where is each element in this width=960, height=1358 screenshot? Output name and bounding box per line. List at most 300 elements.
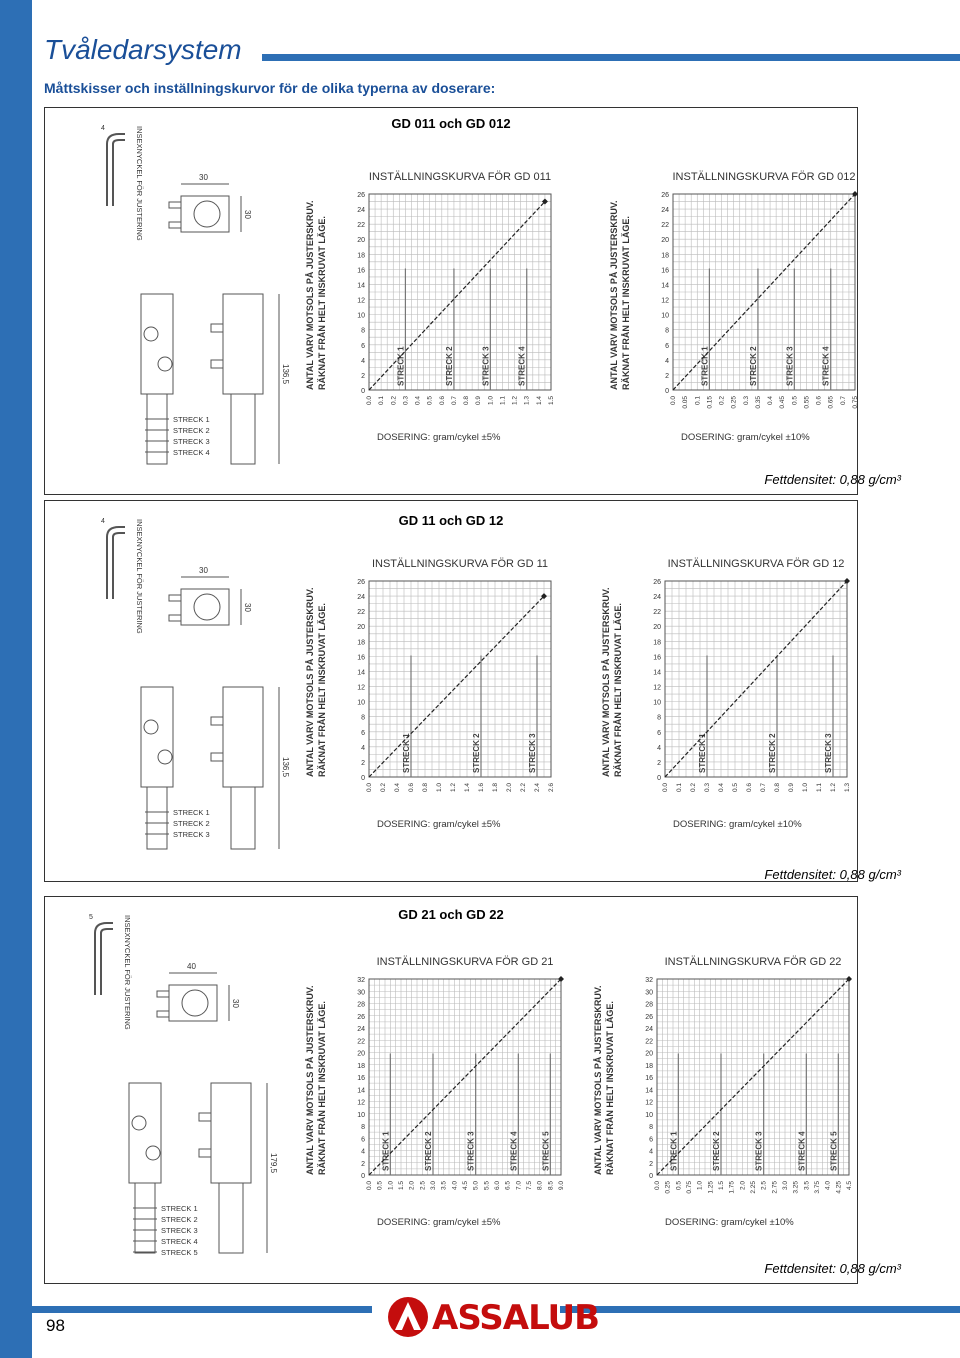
x-tick-label: 9.0 xyxy=(558,1181,565,1191)
y-tick-label: 16 xyxy=(357,267,365,275)
x-tick-label: 0.7 xyxy=(839,396,847,406)
y-tick-label: 0 xyxy=(361,388,365,395)
x-tick-label: 1.2 xyxy=(830,783,837,793)
x-tick-label: 3.0 xyxy=(782,1181,789,1191)
x-tick-label: 0.6 xyxy=(746,783,753,793)
y-tick-label: 8 xyxy=(361,327,365,335)
y-tick-label: 12 xyxy=(661,297,669,305)
streck-label: STRECK 1 xyxy=(669,1131,679,1171)
x-tick-label: 0.6 xyxy=(408,783,415,793)
x-tick-label: 0.7 xyxy=(760,783,767,793)
x-tick-label: 0.65 xyxy=(827,396,835,409)
y-tick-label: 6 xyxy=(649,1136,653,1144)
x-tick-label: 1.5 xyxy=(548,396,555,406)
x-axis-label: DOSERING: gram/cykel ±10% xyxy=(665,1217,794,1228)
y-tick-label: 2 xyxy=(361,759,365,767)
x-tick-label: 1.25 xyxy=(707,1181,715,1194)
y-tick-label: 20 xyxy=(653,624,661,632)
y-tick-label: 6 xyxy=(361,342,365,350)
logo-wordmark: ASSALUB xyxy=(432,1298,600,1338)
x-axis-label: DOSERING: gram/cykel ±5% xyxy=(377,432,501,443)
x-tick-label: 5.5 xyxy=(483,1181,491,1191)
top-view-pin xyxy=(169,202,181,208)
x-tick-label: 7.0 xyxy=(515,1181,523,1191)
y-axis-label: RÄKNAT FRÅN HELT INSKRUVAT LÄGE. xyxy=(317,1001,327,1175)
x-tick-label: 6.5 xyxy=(504,1181,512,1191)
y-tick-label: 18 xyxy=(357,639,365,647)
density-note: Fettdensitet: 0,88 g/cm³ xyxy=(764,1261,901,1276)
streck-label: STRECK 5 xyxy=(161,1248,198,1257)
y-tick-label: 16 xyxy=(653,654,661,662)
side-view-body xyxy=(223,687,263,787)
x-tick-label: 4.5 xyxy=(846,1181,853,1191)
streck-label: STRECK 2 xyxy=(472,733,481,773)
y-tick-label: 24 xyxy=(357,594,365,602)
y-tick-label: 14 xyxy=(645,1087,653,1095)
y-tick-label: 22 xyxy=(357,1038,365,1046)
x-axis-label: DOSERING: gram/cykel ±5% xyxy=(377,819,501,830)
x-tick-label: 0.4 xyxy=(718,783,725,793)
y-tick-label: 8 xyxy=(361,714,365,722)
y-tick-label: 22 xyxy=(357,222,365,230)
dosing-tube xyxy=(135,1183,155,1253)
x-tick-label: 0.8 xyxy=(774,783,781,793)
streck-label: STRECK 1 xyxy=(173,808,210,817)
y-tick-label: 20 xyxy=(357,1050,365,1058)
dosing-tube xyxy=(231,394,255,464)
y-axis-label: RÄKNAT FRÅN HELT INSKRUVAT LÄGE. xyxy=(317,216,327,390)
x-tick-label: 2.5 xyxy=(760,1181,768,1191)
streck-label: STRECK 1 xyxy=(381,1131,391,1171)
streck-label: STRECK 3 xyxy=(466,1131,476,1171)
y-tick-label: 6 xyxy=(665,342,669,350)
side-pin xyxy=(199,1149,211,1157)
y-tick-label: 18 xyxy=(653,639,661,647)
x-tick-label: 1.1 xyxy=(816,783,823,793)
y-tick-label: 2 xyxy=(361,1160,365,1168)
x-tick-label: 5.0 xyxy=(472,1181,480,1191)
y-axis-label: ANTAL VARV MOTSOLS PÅ JUSTERSKRUV. xyxy=(593,985,603,1175)
port-circle xyxy=(158,750,172,764)
setting-chart xyxy=(301,553,563,853)
x-tick-label: 0.15 xyxy=(706,396,714,409)
x-tick-label: 1.75 xyxy=(728,1181,736,1194)
y-tick-label: 2 xyxy=(649,1160,653,1168)
y-tick-label: 6 xyxy=(361,729,365,737)
height-dimension: 30 xyxy=(231,999,240,1008)
side-view-body xyxy=(211,1083,251,1183)
x-tick-label: 0.2 xyxy=(380,783,387,793)
streck-label: STRECK 2 xyxy=(712,1131,721,1171)
section-title: GD 21 och GD 22 xyxy=(398,907,504,922)
x-tick-label: 0.3 xyxy=(402,396,410,406)
height-dimension: 30 xyxy=(243,603,252,612)
page-title: Tvåledarsystem xyxy=(44,34,242,65)
side-pin xyxy=(211,753,223,761)
x-tick-label: 0.2 xyxy=(390,396,398,406)
side-view-body xyxy=(223,294,263,394)
y-axis-label: ANTAL VARV MOTSOLS PÅ JUSTERSKRUV. xyxy=(601,587,611,777)
x-tick-label: 3.5 xyxy=(440,1181,448,1191)
key-dimension: 4 xyxy=(101,518,105,525)
x-tick-label: 0.0 xyxy=(366,396,373,406)
y-tick-label: 16 xyxy=(357,654,365,662)
chart-title: INSTÄLLNINGSKURVA FÖR GD 12 xyxy=(667,558,845,570)
x-tick-label: 2.2 xyxy=(520,783,527,793)
streck-label: STRECK 3 xyxy=(481,346,491,386)
x-tick-label: 0.4 xyxy=(767,396,775,406)
streck-label: STRECK 2 xyxy=(173,819,210,828)
x-tick-label: 3.25 xyxy=(792,1181,800,1194)
y-tick-label: 0 xyxy=(649,1173,653,1180)
section-panel-3 xyxy=(44,896,901,1284)
y-tick-label: 22 xyxy=(357,609,365,617)
x-tick-label: 0.4 xyxy=(414,396,422,406)
side-pin xyxy=(211,324,223,332)
x-tick-label: 1.0 xyxy=(387,1181,395,1191)
front-view-body xyxy=(141,294,173,394)
page-subtitle: Måttskisser och inställningskurvor för de olika typerna av doserare: xyxy=(44,80,496,96)
streck-label: STRECK 1 xyxy=(396,346,406,386)
side-pin xyxy=(211,717,223,725)
x-tick-label: 0.45 xyxy=(779,396,787,409)
x-tick-label: 0.5 xyxy=(675,1181,683,1191)
title-rule xyxy=(262,54,960,61)
x-tick-label: 0.05 xyxy=(682,396,690,409)
key-label: INSEXNYCKEL FÖR JUSTERING xyxy=(135,519,144,634)
x-tick-label: 1.0 xyxy=(436,783,443,793)
y-axis-label: RÄKNAT FRÅN HELT INSKRUVAT LÄGE. xyxy=(317,603,327,777)
y-tick-label: 26 xyxy=(357,1013,365,1021)
x-tick-label: 1.8 xyxy=(492,783,499,793)
y-tick-label: 10 xyxy=(645,1111,653,1119)
key-label: INSEXNYCKEL FÖR JUSTERING xyxy=(123,915,132,1030)
y-tick-label: 16 xyxy=(661,267,669,275)
streck-label: STRECK 2 xyxy=(748,346,758,386)
top-view-port xyxy=(194,594,220,620)
section-panel-2 xyxy=(44,500,901,882)
streck-label: STRECK 4 xyxy=(161,1237,198,1246)
x-tick-label: 3.75 xyxy=(814,1181,821,1194)
dimension-drawing xyxy=(73,903,303,1283)
y-tick-label: 12 xyxy=(357,1099,365,1107)
x-tick-label: 2.0 xyxy=(739,1181,747,1191)
top-view-port xyxy=(182,990,208,1016)
front-view-body xyxy=(141,687,173,787)
y-tick-label: 22 xyxy=(661,222,669,230)
y-tick-label: 6 xyxy=(657,729,661,737)
streck-label: STRECK 5 xyxy=(541,1131,551,1171)
chart-title: INSTÄLLNINGSKURVA FÖR GD 11 xyxy=(371,558,549,570)
x-tick-label: 1.5 xyxy=(718,1181,725,1191)
x-tick-label: 0.35 xyxy=(754,396,762,409)
x-axis-label: DOSERING: gram/cykel ±5% xyxy=(377,1217,501,1228)
y-tick-label: 18 xyxy=(357,1062,365,1070)
y-tick-label: 8 xyxy=(649,1124,653,1131)
x-tick-label: 0.4 xyxy=(394,783,401,793)
y-tick-label: 18 xyxy=(645,1062,653,1070)
y-tick-label: 20 xyxy=(645,1050,653,1058)
key-dimension: 4 xyxy=(101,125,105,132)
y-tick-label: 24 xyxy=(653,594,661,602)
y-tick-label: 16 xyxy=(645,1075,653,1082)
setting-chart xyxy=(301,951,573,1251)
y-axis-label: RÄKNAT FRÅN HELT INSKRUVAT LÄGE. xyxy=(605,1001,615,1175)
setting-chart xyxy=(589,951,861,1251)
hex-key-icon xyxy=(107,527,125,599)
chart-title: INSTÄLLNINGSKURVA FÖR GD 011 xyxy=(368,171,552,183)
port-circle xyxy=(146,1146,160,1160)
y-axis-label: ANTAL VARV MOTSOLS PÅ JUSTERSKRUV. xyxy=(305,200,315,390)
y-tick-label: 12 xyxy=(645,1099,653,1107)
x-tick-label: 4.5 xyxy=(462,1181,469,1191)
x-tick-label: 8.0 xyxy=(536,1181,544,1191)
x-tick-label: 0.6 xyxy=(438,396,446,406)
dimension-drawing xyxy=(85,507,315,879)
streck-label: STRECK 4 xyxy=(821,346,831,386)
hex-key-icon xyxy=(107,134,125,206)
x-tick-label: 1.0 xyxy=(487,396,495,406)
top-view-pin xyxy=(157,1011,169,1017)
length-dimension: 136,5 xyxy=(281,364,290,385)
y-tick-label: 26 xyxy=(357,192,365,199)
x-tick-label: 2.4 xyxy=(534,783,541,793)
front-view-body xyxy=(129,1083,161,1183)
y-tick-label: 16 xyxy=(357,1075,365,1082)
density-note: Fettdensitet: 0,88 g/cm³ xyxy=(764,472,901,487)
y-tick-label: 8 xyxy=(665,327,669,335)
y-tick-label: 6 xyxy=(361,1136,365,1144)
x-tick-label: 0.5 xyxy=(732,783,739,793)
x-tick-label: 1.1 xyxy=(499,396,507,406)
y-tick-label: 4 xyxy=(649,1148,653,1156)
y-axis-label: ANTAL VARV MOTSOLS PÅ JUSTERSKRUV. xyxy=(609,200,619,390)
hex-key-icon xyxy=(95,923,113,995)
x-tick-label: 0.0 xyxy=(670,396,677,406)
streck-label: STRECK 4 xyxy=(509,1131,519,1171)
left-accent-bar xyxy=(0,0,32,1358)
y-tick-label: 22 xyxy=(653,609,661,617)
x-tick-label: 1.2 xyxy=(511,396,519,406)
streck-label: STRECK 1 xyxy=(161,1204,198,1213)
x-tick-label: 0.55 xyxy=(803,396,811,409)
y-tick-label: 14 xyxy=(661,282,669,290)
streck-label: STRECK 4 xyxy=(797,1131,807,1171)
x-tick-label: 2.6 xyxy=(548,783,555,793)
x-tick-label: 0.5 xyxy=(791,396,799,406)
section-title: GD 011 och GD 012 xyxy=(391,116,511,131)
y-tick-label: 22 xyxy=(645,1038,653,1046)
y-tick-label: 4 xyxy=(361,1148,365,1156)
x-tick-label: 1.3 xyxy=(523,396,531,406)
y-tick-label: 20 xyxy=(357,624,365,632)
y-tick-label: 26 xyxy=(653,579,661,586)
y-tick-label: 28 xyxy=(645,1001,653,1009)
y-tick-label: 18 xyxy=(661,252,669,260)
streck-label: STRECK 4 xyxy=(517,346,527,386)
chart-title: INSTÄLLNINGSKURVA FÖR GD 21 xyxy=(376,956,554,968)
streck-label: STRECK 3 xyxy=(161,1226,198,1235)
x-tick-label: 0.1 xyxy=(694,396,702,406)
top-view-pin xyxy=(157,991,169,997)
y-tick-label: 20 xyxy=(357,237,365,245)
y-tick-label: 0 xyxy=(361,1173,365,1180)
length-dimension: 136,5 xyxy=(281,757,290,778)
y-tick-label: 14 xyxy=(653,669,661,677)
top-view-pin xyxy=(169,595,181,601)
density-note: Fettdensitet: 0,88 g/cm³ xyxy=(764,867,901,882)
side-pin xyxy=(199,1113,211,1121)
y-tick-label: 2 xyxy=(361,372,365,380)
x-tick-label: 0.1 xyxy=(676,783,683,793)
x-tick-label: 0.9 xyxy=(475,396,483,406)
streck-label: STRECK 1 xyxy=(173,415,210,424)
x-tick-label: 0.3 xyxy=(742,396,750,406)
streck-label: STRECK 3 xyxy=(173,437,210,446)
x-tick-label: 1.6 xyxy=(478,783,485,793)
setting-chart xyxy=(301,166,563,466)
x-tick-label: 0.5 xyxy=(426,396,434,406)
y-tick-label: 0 xyxy=(361,775,365,782)
x-tick-label: 0.9 xyxy=(788,783,795,793)
y-tick-label: 18 xyxy=(357,252,365,260)
x-tick-label: 0.8 xyxy=(463,396,471,406)
streck-label: STRECK 1 xyxy=(700,346,710,386)
y-tick-label: 0 xyxy=(665,388,669,395)
y-tick-label: 30 xyxy=(645,989,653,997)
y-tick-label: 10 xyxy=(357,1111,365,1119)
x-tick-label: 1.4 xyxy=(535,396,543,406)
x-tick-label: 0.0 xyxy=(654,1181,661,1191)
y-tick-label: 10 xyxy=(357,699,365,707)
top-view-pin xyxy=(169,222,181,228)
dosing-tube xyxy=(147,787,167,849)
streck-label: STRECK 3 xyxy=(528,733,537,773)
x-tick-label: 0.8 xyxy=(422,783,429,793)
x-tick-label: 0.1 xyxy=(378,396,386,406)
y-tick-label: 14 xyxy=(357,282,365,290)
dosing-tube xyxy=(219,1183,243,1253)
x-tick-label: 2.75 xyxy=(771,1181,779,1194)
setting-chart xyxy=(605,166,867,466)
y-tick-label: 12 xyxy=(357,297,365,305)
streck-label: STRECK 2 xyxy=(444,346,454,386)
streck-label: STRECK 1 xyxy=(402,733,411,773)
y-tick-label: 10 xyxy=(653,699,661,707)
port-circle xyxy=(144,327,158,341)
x-tick-label: 7.5 xyxy=(526,1181,533,1191)
x-tick-label: 0.25 xyxy=(730,396,738,409)
streck-label: STRECK 2 xyxy=(173,426,210,435)
y-tick-label: 10 xyxy=(357,312,365,320)
height-dimension: 30 xyxy=(243,210,252,219)
x-tick-label: 0.2 xyxy=(718,396,726,406)
y-tick-label: 4 xyxy=(361,744,365,752)
y-axis-label: ANTAL VARV MOTSOLS PÅ JUSTERSKRUV. xyxy=(305,985,315,1175)
y-tick-label: 26 xyxy=(645,1013,653,1021)
x-tick-label: 1.3 xyxy=(844,783,851,793)
streck-label: STRECK 2 xyxy=(768,733,777,773)
top-view-pin xyxy=(169,615,181,621)
x-tick-label: 0.0 xyxy=(366,783,373,793)
x-tick-label: 8.5 xyxy=(547,1181,555,1191)
streck-label: STRECK 2 xyxy=(161,1215,198,1224)
y-tick-label: 12 xyxy=(653,684,661,692)
x-tick-label: 1.4 xyxy=(464,783,471,793)
page-number: 98 xyxy=(46,1316,65,1335)
y-tick-label: 32 xyxy=(645,977,653,984)
x-tick-label: 4.25 xyxy=(835,1181,843,1194)
y-tick-label: 32 xyxy=(357,977,365,984)
y-tick-label: 20 xyxy=(661,237,669,245)
streck-label: STRECK 5 xyxy=(829,1131,839,1171)
width-dimension: 40 xyxy=(187,962,196,971)
section-title: GD 11 och GD 12 xyxy=(398,513,504,528)
x-tick-label: 4.0 xyxy=(824,1181,832,1191)
x-tick-label: 0.75 xyxy=(686,1181,693,1194)
x-tick-label: 2.0 xyxy=(408,1181,416,1191)
footer-rule-right xyxy=(560,1306,960,1313)
length-dimension: 179,5 xyxy=(269,1153,278,1174)
streck-label: STRECK 1 xyxy=(698,733,707,773)
x-tick-label: 0.0 xyxy=(662,783,669,793)
y-tick-label: 28 xyxy=(357,1001,365,1009)
y-axis-label: RÄKNAT FRÅN HELT INSKRUVAT LÄGE. xyxy=(613,603,623,777)
y-tick-label: 26 xyxy=(357,579,365,586)
key-label: INSEXNYCKEL FÖR JUSTERING xyxy=(135,126,144,241)
width-dimension: 30 xyxy=(199,566,208,575)
side-pin xyxy=(211,360,223,368)
y-tick-label: 4 xyxy=(665,357,669,365)
y-tick-label: 26 xyxy=(661,192,669,199)
dimension-drawing xyxy=(85,114,315,494)
x-tick-label: 1.2 xyxy=(450,783,457,793)
y-tick-label: 24 xyxy=(645,1026,653,1033)
y-tick-label: 24 xyxy=(357,1026,365,1033)
x-tick-label: 0.6 xyxy=(815,396,823,406)
section-panel-1 xyxy=(44,107,901,495)
x-tick-label: 2.0 xyxy=(506,783,513,793)
port-circle xyxy=(132,1116,146,1130)
streck-label: STRECK 3 xyxy=(173,830,210,839)
x-tick-label: 2.25 xyxy=(750,1181,757,1194)
y-tick-label: 4 xyxy=(657,744,661,752)
y-tick-label: 24 xyxy=(357,207,365,215)
x-tick-label: 0.5 xyxy=(376,1181,384,1191)
port-circle xyxy=(158,357,172,371)
x-tick-label: 0.75 xyxy=(852,396,859,409)
x-tick-label: 1.5 xyxy=(398,1181,405,1191)
streck-label: STRECK 3 xyxy=(824,733,833,773)
x-tick-label: 1.0 xyxy=(696,1181,704,1191)
y-tick-label: 2 xyxy=(665,372,669,380)
dosing-tube xyxy=(231,787,255,849)
x-tick-label: 4.0 xyxy=(451,1181,459,1191)
footer-rule-left xyxy=(32,1306,372,1313)
x-tick-label: 2.5 xyxy=(419,1181,427,1191)
x-axis-label: DOSERING: gram/cykel ±10% xyxy=(681,432,810,443)
y-tick-label: 8 xyxy=(657,714,661,722)
y-axis-label: ANTAL VARV MOTSOLS PÅ JUSTERSKRUV. xyxy=(305,587,315,777)
setting-chart xyxy=(597,553,859,853)
x-tick-label: 0.3 xyxy=(704,783,711,793)
chart-title: INSTÄLLNINGSKURVA FÖR GD 012 xyxy=(672,171,856,183)
streck-label: STRECK 3 xyxy=(785,346,795,386)
y-tick-label: 14 xyxy=(357,669,365,677)
x-tick-label: 3.5 xyxy=(803,1181,811,1191)
key-dimension: 5 xyxy=(89,914,93,921)
top-view-port xyxy=(194,201,220,227)
